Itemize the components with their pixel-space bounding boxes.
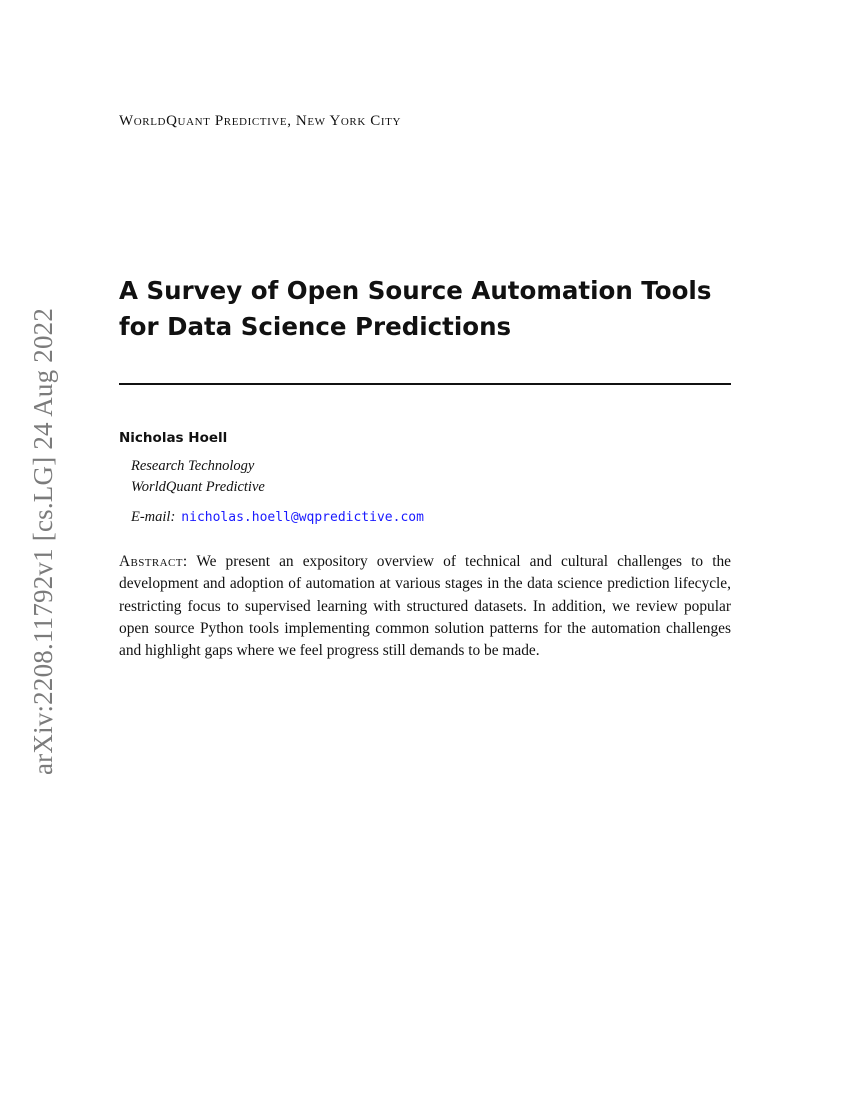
email-label: E-mail: <box>131 509 176 525</box>
author-name: Nicholas Hoell <box>119 430 228 446</box>
author-department: Research Technology <box>131 458 255 474</box>
abstract-text: We present an expository overview of technical and cultural challenges to the development and adoption of automation at various stages in the data science prediction lifecycle, restricting focus to supervised learning with structured datasets. In addition, we review popular open source Python tools implementing common solution patterns for the automation challenges and highlight gaps where we feel progress still demands to be made. <box>119 553 731 660</box>
abstract <box>119 551 731 662</box>
paper-title: A Survey of Open Source Automation Tools for Data Science Predictions <box>119 276 712 341</box>
abstract-label: Abstract: <box>119 553 188 570</box>
title-divider <box>119 383 731 385</box>
author-email-link[interactable]: nicholas.hoell@wqpredictive.com <box>181 510 424 525</box>
running-header-affiliation: WorldQuant Predictive, New York City <box>119 113 401 129</box>
author-email-line <box>131 509 424 526</box>
arxiv-identifier-stamp: arXiv:2208.11792v1 [cs.LG] 24 Aug 2022 <box>28 307 58 775</box>
author-organization: WorldQuant Predictive <box>131 479 265 495</box>
